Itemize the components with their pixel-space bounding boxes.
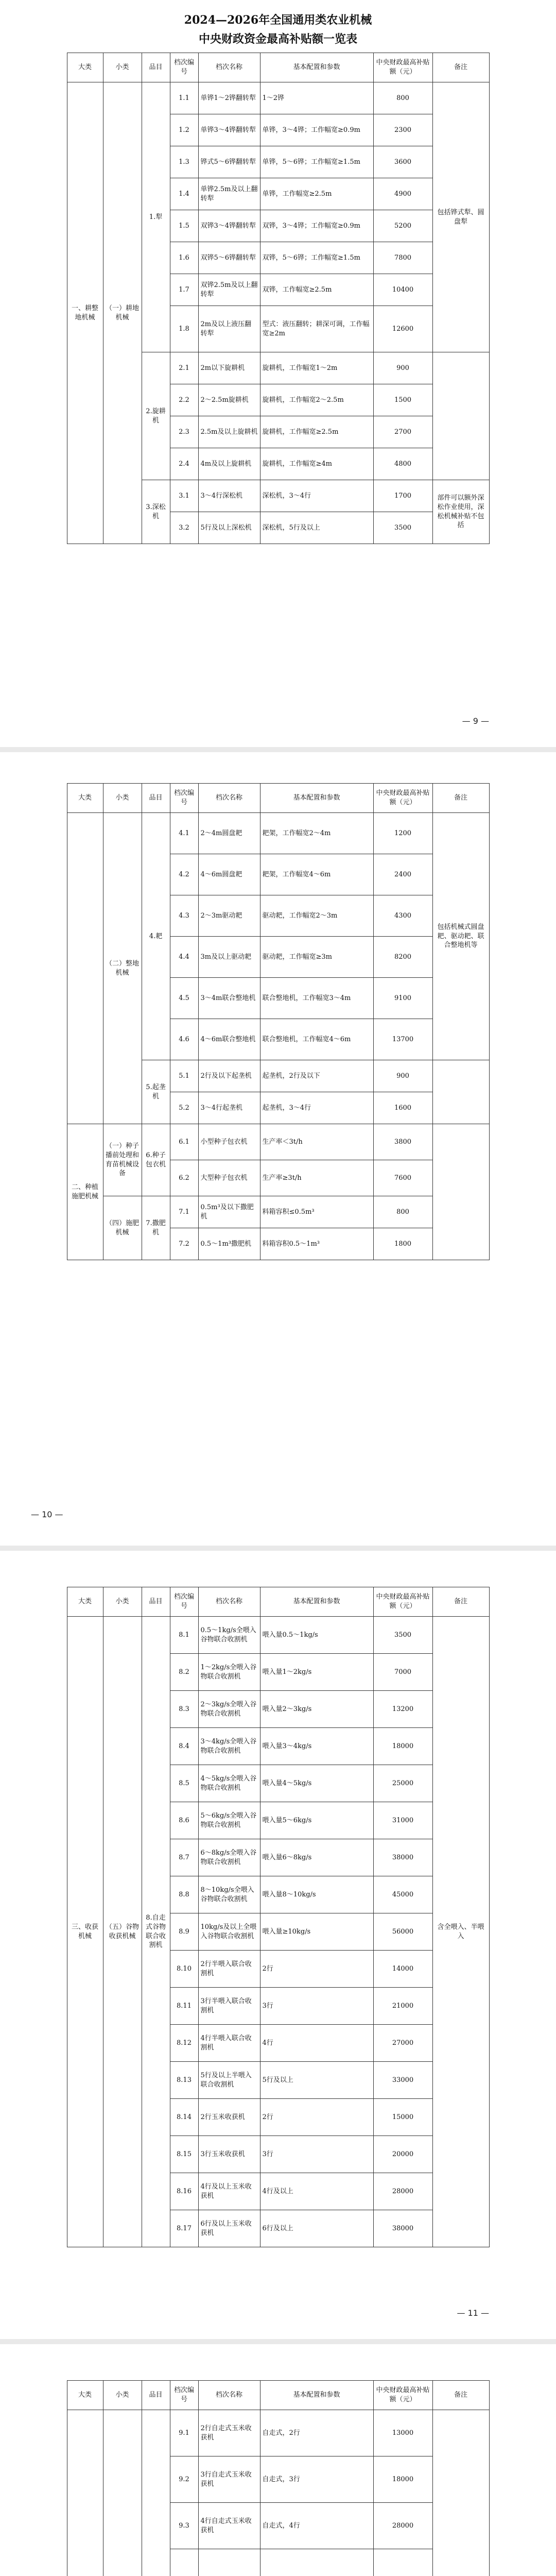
grade-code: 9.1 <box>170 2410 198 2456</box>
spec: 驱动耙，工作幅宽2～3m <box>260 895 373 937</box>
item-cell: 1.犁 <box>142 82 170 352</box>
header-big-category: 大类 <box>67 1587 103 1617</box>
header-big-category: 大类 <box>67 2381 103 2410</box>
page-number: — 10 — <box>31 1510 63 1519</box>
grade-code: 8.11 <box>170 1988 198 2025</box>
grade-name: 双铧2.5m及以上翻转犁 <box>198 274 260 306</box>
subsidy-amount <box>373 2549 432 2576</box>
grade-name: 4～5kg/s全喂入谷物联合收割机 <box>198 1765 260 1802</box>
grade-code: 7.2 <box>170 1228 198 1260</box>
grade-code: 6.2 <box>170 1160 198 1196</box>
subsidy-amount: 5200 <box>373 210 432 242</box>
spec: 起垄机，3～4行 <box>260 1092 373 1124</box>
subsidy-amount: 1500 <box>373 384 432 416</box>
subsidy-amount: 28000 <box>373 2503 432 2549</box>
grade-code: 3.2 <box>170 512 198 544</box>
subsidy-amount: 2300 <box>373 114 432 146</box>
grade-name: 双铧5～6铧翻转犁 <box>198 242 260 274</box>
item-cell: 6.种子包衣机 <box>142 1124 170 1196</box>
grade-name: 1～2kg/s全喂入谷物联合收割机 <box>198 1654 260 1691</box>
grade-name: 0.5～1kg/s全喂入谷物联合收割机 <box>198 1617 260 1654</box>
grade-code: 2.2 <box>170 384 198 416</box>
subsidy-amount: 15000 <box>373 2099 432 2136</box>
page-1 <box>0 0 556 747</box>
page-4 <box>0 2344 556 2576</box>
page-separator <box>0 2339 556 2344</box>
grade-name: 6行及以上玉米收获机 <box>198 2210 260 2247</box>
item-cell: 7.撒肥机 <box>142 1196 170 1260</box>
subsidy-table-4 <box>67 2380 490 2576</box>
grade-name: 5～6kg/s全喂入谷物联合收割机 <box>198 1802 260 1839</box>
subsidy-amount: 33000 <box>373 2062 432 2099</box>
subsidy-amount: 2700 <box>373 416 432 448</box>
spec: 2行 <box>260 2099 373 2136</box>
grade-name: 4行半喂入联合收割机 <box>198 2025 260 2062</box>
grade-code: 2.4 <box>170 448 198 480</box>
spec: 深松机，5行及以上 <box>260 512 373 544</box>
subsidy-amount: 38000 <box>373 1839 432 1876</box>
page-separator <box>0 747 556 752</box>
subsidy-amount: 13700 <box>373 1019 432 1060</box>
grade-code: 4.6 <box>170 1019 198 1060</box>
page-2 <box>0 752 556 1546</box>
header-small-category: 小类 <box>103 784 142 813</box>
subsidy-amount: 18000 <box>373 2456 432 2503</box>
spec: 料箱容积≤0.5m³ <box>260 1196 373 1228</box>
spec: 旋耕机，工作幅宽2～2.5m <box>260 384 373 416</box>
subsidy-amount: 21000 <box>373 1988 432 2025</box>
grade-name: 0.5m³及以下撒肥机 <box>198 1196 260 1228</box>
subsidy-amount: 3500 <box>373 512 432 544</box>
table-row <box>67 2410 489 2456</box>
item-cell: 3.深松机 <box>142 480 170 544</box>
spec: 喂入量3～4kg/s <box>260 1728 373 1765</box>
header-note: 备注 <box>432 53 489 82</box>
grade-name: 2～3kg/s全喂入谷物联合收割机 <box>198 1691 260 1728</box>
table-row <box>67 82 489 114</box>
grade-code: 1.8 <box>170 306 198 352</box>
grade-name: 4行自走式玉米收获机 <box>198 2503 260 2549</box>
grade-code: 2.3 <box>170 416 198 448</box>
header-small-category: 小类 <box>103 2381 142 2410</box>
subsidy-amount: 20000 <box>373 2136 432 2173</box>
subsidy-amount: 7600 <box>373 1160 432 1196</box>
grade-name: 6～8kg/s全喂入谷物联合收割机 <box>198 1839 260 1876</box>
grade-code: 1.1 <box>170 82 198 114</box>
grade-code: 1.6 <box>170 242 198 274</box>
grade-code: 4.5 <box>170 978 198 1019</box>
header-spec: 基本配置和参数 <box>260 53 373 82</box>
spec: 喂入量6～8kg/s <box>260 1839 373 1876</box>
subsidy-amount: 900 <box>373 1060 432 1092</box>
spec: 单铧，3～4铧；工作幅宽≥0.9m <box>260 114 373 146</box>
header-item: 品目 <box>142 784 170 813</box>
grade-name: 大型种子包衣机 <box>198 1160 260 1196</box>
grade-code: 1.7 <box>170 274 198 306</box>
subsidy-amount: 2400 <box>373 854 432 895</box>
header-subsidy: 中央财政最高补贴额（元） <box>373 784 432 813</box>
note-cell: 包括机械式圆盘耙、驱动耙、联合整地机等 <box>432 813 489 1060</box>
table-header-row <box>67 2381 489 2410</box>
subsidy-amount: 800 <box>373 82 432 114</box>
subsidy-amount: 56000 <box>373 1913 432 1951</box>
small-category-cell: （五）谷物收获机械 <box>103 1617 142 2247</box>
subsidy-amount: 4900 <box>373 178 432 210</box>
header-spec: 基本配置和参数 <box>260 1587 373 1617</box>
table-header-row <box>67 784 489 813</box>
note-cell <box>432 2410 489 2576</box>
grade-code: 8.13 <box>170 2062 198 2099</box>
spec: 料箱容积0.5～1m³ <box>260 1228 373 1260</box>
table-row <box>67 1617 489 1654</box>
grade-name: 3行半喂入联合收割机 <box>198 1988 260 2025</box>
subsidy-amount: 3500 <box>373 1617 432 1654</box>
subsidy-amount: 1200 <box>373 813 432 854</box>
note-cell <box>432 352 489 480</box>
grade-code: 4.4 <box>170 937 198 978</box>
spec: 单铧，工作幅宽≥2.5m <box>260 178 373 210</box>
spec: 喂入量5～6kg/s <box>260 1802 373 1839</box>
page-separator <box>0 1546 556 1551</box>
grade-name: 10kg/s及以上全喂入谷物联合收割机 <box>198 1913 260 1951</box>
spec: 深松机，3～4行 <box>260 480 373 512</box>
subsidy-amount: 3800 <box>373 1124 432 1160</box>
grade-code: 1.4 <box>170 178 198 210</box>
spec: 旋耕机，工作幅宽1～2m <box>260 352 373 384</box>
subsidy-amount: 45000 <box>373 1876 432 1913</box>
spec: 自走式，3行 <box>260 2456 373 2503</box>
subsidy-amount: 4300 <box>373 895 432 937</box>
spec: 双铧，工作幅宽≥2.5m <box>260 274 373 306</box>
big-category-cell: 二、种植施肥机械 <box>67 1124 103 1260</box>
subsidy-amount: 25000 <box>373 1765 432 1802</box>
grade-name: 单铧3～4铧翻转犁 <box>198 114 260 146</box>
grade-name: 3～4行深松机 <box>198 480 260 512</box>
subsidy-amount: 14000 <box>373 1951 432 1988</box>
grade-name: 8～10kg/s全喂入谷物联合收割机 <box>198 1876 260 1913</box>
header-subsidy: 中央财政最高补贴额（元） <box>373 1587 432 1617</box>
table-row <box>67 813 489 854</box>
grade-code: 8.9 <box>170 1913 198 1951</box>
header-grade-code: 档次编号 <box>170 784 198 813</box>
item-cell <box>142 2410 170 2576</box>
grade-code: 8.6 <box>170 1802 198 1839</box>
subsidy-amount: 1600 <box>373 1092 432 1124</box>
subsidy-amount: 900 <box>373 352 432 384</box>
header-grade-code: 档次编号 <box>170 1587 198 1617</box>
grade-name: 2行自走式玉米收获机 <box>198 2410 260 2456</box>
grade-name: 4～6m圆盘耙 <box>198 854 260 895</box>
grade-code: 1.2 <box>170 114 198 146</box>
spec: 起垄机，2行及以下 <box>260 1060 373 1092</box>
subsidy-amount: 800 <box>373 1196 432 1228</box>
spec: 生产率≥3t/h <box>260 1160 373 1196</box>
small-category-cell <box>103 2410 142 2576</box>
grade-code: 8.14 <box>170 2099 198 2136</box>
grade-name: 4～6m联合整地机 <box>198 1019 260 1060</box>
page-3 <box>0 1551 556 2339</box>
note-cell: 部件可以额外深松作业使用，深松机械补贴不包括 <box>432 480 489 544</box>
spec: 喂入量4～5kg/s <box>260 1765 373 1802</box>
grade-code: 9.2 <box>170 2456 198 2503</box>
subsidy-table-3 <box>67 1587 490 2247</box>
document-subtitle: 中央财政资金最高补贴额一览表 <box>198 32 357 46</box>
small-category-cell: （二）整地机械 <box>103 813 142 1124</box>
header-note: 备注 <box>432 1587 489 1617</box>
document-titles <box>0 11 556 46</box>
subsidy-table-2 <box>67 783 490 1260</box>
grade-name: 3～4m联合整地机 <box>198 978 260 1019</box>
spec: 耙架，工作幅宽2～4m <box>260 813 373 854</box>
subsidy-amount: 1700 <box>373 480 432 512</box>
header-big-category: 大类 <box>67 784 103 813</box>
page-number: — 9 — <box>462 716 489 726</box>
grade-code <box>170 2549 198 2576</box>
big-category-cell <box>67 813 103 1124</box>
header-spec: 基本配置和参数 <box>260 784 373 813</box>
spec: 喂入量8～10kg/s <box>260 1876 373 1913</box>
header-note: 备注 <box>432 784 489 813</box>
header-subsidy: 中央财政最高补贴额（元） <box>373 53 432 82</box>
grade-code: 8.1 <box>170 1617 198 1654</box>
subsidy-amount: 9100 <box>373 978 432 1019</box>
spec: 双铧，3～4铧；工作幅宽≥0.9m <box>260 210 373 242</box>
grade-name: 3～4行起垄机 <box>198 1092 260 1124</box>
table-header-row <box>67 53 489 82</box>
header-spec: 基本配置和参数 <box>260 2381 373 2410</box>
document-title: 2024—2026年全国通用类农业机械 <box>184 13 372 27</box>
spec: 3行 <box>260 2136 373 2173</box>
spec: 耙架，工作幅宽4～6m <box>260 854 373 895</box>
note-cell: 包括铧式犁、圆盘犁 <box>432 82 489 352</box>
spec: 自走式，4行 <box>260 2503 373 2549</box>
grade-name: 铧式5～6铧翻转犁 <box>198 146 260 178</box>
grade-code: 8.10 <box>170 1951 198 1988</box>
note-cell: 含全喂入、半喂入 <box>432 1617 489 2247</box>
spec: 5行及以上 <box>260 2062 373 2099</box>
grade-name: 双铧3～4铧翻转犁 <box>198 210 260 242</box>
grade-name: 2行及以下起垄机 <box>198 1060 260 1092</box>
grade-name: 2行半喂入联合收割机 <box>198 1951 260 1988</box>
header-grade-name: 档次名称 <box>198 784 260 813</box>
grade-code: 8.4 <box>170 1728 198 1765</box>
spec: 1～2铧 <box>260 82 373 114</box>
grade-code: 6.1 <box>170 1124 198 1160</box>
grade-name: 4m及以上旋耕机 <box>198 448 260 480</box>
subsidy-amount: 28000 <box>373 2173 432 2210</box>
grade-code: 8.5 <box>170 1765 198 1802</box>
subsidy-amount: 7800 <box>373 242 432 274</box>
header-grade-code: 档次编号 <box>170 53 198 82</box>
grade-code: 8.7 <box>170 1839 198 1876</box>
subsidy-amount: 8200 <box>373 937 432 978</box>
header-small-category: 小类 <box>103 53 142 82</box>
grade-name: 3行玉米收获机 <box>198 2136 260 2173</box>
header-small-category: 小类 <box>103 1587 142 1617</box>
grade-name: 小型种子包衣机 <box>198 1124 260 1160</box>
spec: 自走式，2行 <box>260 2410 373 2456</box>
spec: 联合整地机，工作幅宽4～6m <box>260 1019 373 1060</box>
header-grade-name: 档次名称 <box>198 53 260 82</box>
grade-code: 4.1 <box>170 813 198 854</box>
grade-code: 8.16 <box>170 2173 198 2210</box>
spec: 联合整地机，工作幅宽3～4m <box>260 978 373 1019</box>
header-grade-code: 档次编号 <box>170 2381 198 2410</box>
subsidy-amount: 3600 <box>373 146 432 178</box>
grade-name: 单铧1～2铧翻转犁 <box>198 82 260 114</box>
big-category-cell: 一、耕整地机械 <box>67 82 103 544</box>
grade-code: 7.1 <box>170 1196 198 1228</box>
small-category-cell: （一）耕地机械 <box>103 82 142 544</box>
subsidy-amount: 13000 <box>373 2410 432 2456</box>
grade-name: 单铧2.5m及以上翻转犁 <box>198 178 260 210</box>
item-cell: 8.自走式谷物联合收割机 <box>142 1617 170 2247</box>
spec: 喂入量≥10kg/s <box>260 1913 373 1951</box>
spec: 单铧，5～6铧；工作幅宽≥1.5m <box>260 146 373 178</box>
subsidy-amount: 7000 <box>373 1654 432 1691</box>
spec: 喂入量2～3kg/s <box>260 1691 373 1728</box>
spec: 驱动耙，工作幅宽≥3m <box>260 937 373 978</box>
spec: 旋耕机，工作幅宽≥4m <box>260 448 373 480</box>
spec: 3行 <box>260 1988 373 2025</box>
header-item: 品目 <box>142 53 170 82</box>
grade-name: 2.5m及以上旋耕机 <box>198 416 260 448</box>
grade-code: 4.3 <box>170 895 198 937</box>
grade-name: 3～4kg/s全喂入谷物联合收割机 <box>198 1728 260 1765</box>
subsidy-amount: 18000 <box>373 1728 432 1765</box>
grade-name: 2m以下旋耕机 <box>198 352 260 384</box>
spec: 型式：液压翻转；耕深可调，工作幅宽≥2m <box>260 306 373 352</box>
grade-code: 5.2 <box>170 1092 198 1124</box>
header-grade-name: 档次名称 <box>198 1587 260 1617</box>
grade-name: 2～4m圆盘耙 <box>198 813 260 854</box>
grade-code: 1.5 <box>170 210 198 242</box>
item-cell: 4.耙 <box>142 813 170 1060</box>
grade-name: 2m及以上液压翻转犁 <box>198 306 260 352</box>
spec: 双铧，5～6铧；工作幅宽≥1.5m <box>260 242 373 274</box>
grade-name: 0.5～1m³撒肥机 <box>198 1228 260 1260</box>
subsidy-amount: 12600 <box>373 306 432 352</box>
big-category-cell: 三、收获机械 <box>67 1617 103 2247</box>
spec: 生产率＜3t/h <box>260 1124 373 1160</box>
spec: 4行及以上 <box>260 2173 373 2210</box>
header-grade-name: 档次名称 <box>198 2381 260 2410</box>
grade-name: 5行及以上半喂入联合收割机 <box>198 2062 260 2099</box>
grade-code: 8.8 <box>170 1876 198 1913</box>
grade-code: 5.1 <box>170 1060 198 1092</box>
table-row <box>67 1124 489 1160</box>
item-cell: 5.起垄机 <box>142 1060 170 1124</box>
grade-code: 4.2 <box>170 854 198 895</box>
table-row <box>67 1196 489 1228</box>
note-cell <box>432 1060 489 1124</box>
grade-name: 2～2.5m旋耕机 <box>198 384 260 416</box>
subsidy-amount: 27000 <box>373 2025 432 2062</box>
spec: 喂入量1～2kg/s <box>260 1654 373 1691</box>
grade-code: 2.1 <box>170 352 198 384</box>
spec: 旋耕机，工作幅宽≥2.5m <box>260 416 373 448</box>
grade-code: 8.17 <box>170 2210 198 2247</box>
subsidy-amount: 10400 <box>373 274 432 306</box>
small-category-cell: （四）施肥机械 <box>103 1196 142 1260</box>
grade-code: 3.1 <box>170 480 198 512</box>
subsidy-amount: 4800 <box>373 448 432 480</box>
header-subsidy: 中央财政最高补贴额（元） <box>373 2381 432 2410</box>
page-number: — 11 — <box>457 2308 489 2318</box>
spec: 6行及以上 <box>260 2210 373 2247</box>
spec <box>260 2549 373 2576</box>
table-header-row <box>67 1587 489 1617</box>
grade-code: 8.3 <box>170 1691 198 1728</box>
grade-name: 4行及以上玉米收获机 <box>198 2173 260 2210</box>
subsidy-amount: 13200 <box>373 1691 432 1728</box>
spec: 2行 <box>260 1951 373 1988</box>
grade-code: 1.3 <box>170 146 198 178</box>
note-cell <box>432 1124 489 1260</box>
grade-name: 3m及以上驱动耙 <box>198 937 260 978</box>
grade-name: 3行自走式玉米收获机 <box>198 2456 260 2503</box>
spec: 4行 <box>260 2025 373 2062</box>
grade-name: 5行及以上深松机 <box>198 512 260 544</box>
header-note: 备注 <box>432 2381 489 2410</box>
header-item: 品目 <box>142 2381 170 2410</box>
subsidy-table-1 <box>67 53 490 544</box>
grade-code: 8.12 <box>170 2025 198 2062</box>
subsidy-amount: 31000 <box>373 1802 432 1839</box>
header-big-category: 大类 <box>67 53 103 82</box>
small-category-cell: （一）种子播前处理和育苗机械设备 <box>103 1124 142 1196</box>
item-cell: 2.旋耕机 <box>142 352 170 480</box>
big-category-cell <box>67 2410 103 2576</box>
grade-code: 9.3 <box>170 2503 198 2549</box>
grade-name: 2～3m驱动耙 <box>198 895 260 937</box>
grade-name <box>198 2549 260 2576</box>
subsidy-amount: 1800 <box>373 1228 432 1260</box>
grade-code: 8.2 <box>170 1654 198 1691</box>
spec: 喂入量0.5～1kg/s <box>260 1617 373 1654</box>
header-item: 品目 <box>142 1587 170 1617</box>
subsidy-amount: 38000 <box>373 2210 432 2247</box>
grade-code: 8.15 <box>170 2136 198 2173</box>
grade-name: 2行玉米收获机 <box>198 2099 260 2136</box>
